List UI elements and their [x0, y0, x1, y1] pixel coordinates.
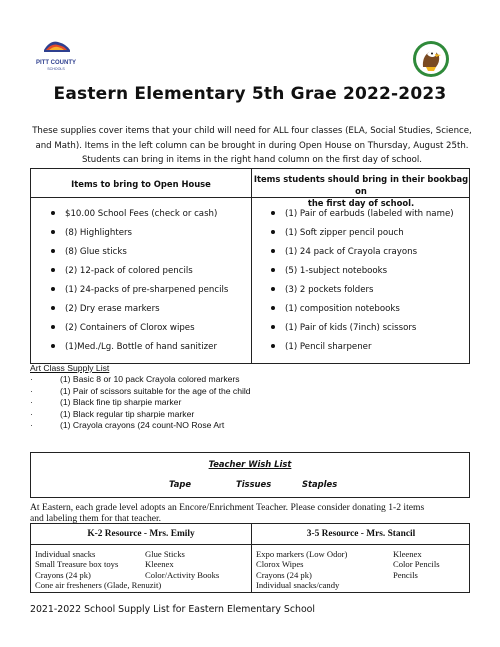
bullet-icon — [271, 230, 275, 234]
bullet-mark: · — [30, 374, 33, 384]
list-item: Color/Activity Books — [145, 569, 220, 580]
list-item: Pencils — [393, 569, 418, 580]
bullet-icon — [271, 249, 275, 253]
footer-text: 2021-2022 School Supply List for Eastern Elementary School — [30, 604, 316, 615]
open-house-list — [51, 205, 228, 357]
list-item: Crayons (24 pk) — [35, 569, 91, 580]
list-item: (1) Pair of kids (7inch) scissors — [271, 319, 454, 338]
wish-item-staples: Staples — [302, 479, 338, 489]
page-title: Eastern Elementary 5th Grae 2022-2023 — [53, 84, 447, 104]
bullet-icon — [51, 344, 55, 348]
bullet-icon — [271, 287, 275, 291]
bullet-icon — [51, 268, 55, 272]
bullet-icon — [51, 306, 55, 310]
first-day-header-line-1: Items students should bring in their bookbag on — [253, 174, 469, 196]
35-column-2 — [393, 549, 440, 580]
first-day-list — [271, 205, 454, 357]
table-header-divider — [31, 544, 469, 545]
encore-paragraph — [30, 502, 474, 524]
bullet-icon — [271, 211, 275, 215]
bullet-mark: · — [30, 420, 33, 431]
bullet-mark: · — [30, 408, 33, 419]
bullet-icon — [51, 249, 55, 253]
list-item: (1)Med./Lg. Bottle of hand sanitizer — [51, 338, 228, 357]
encore-line-2: and labeling them for that teacher. — [30, 513, 162, 524]
list-item: · (1) Pair of scissors suitable for the age of the child — [30, 385, 251, 396]
intro-line-1: These supplies cover items that your child will need for ALL four classes (ELA, Social Studies, Science, — [32, 126, 472, 136]
list-item: Cone air fresheners (Glade, Renuzit) — [35, 580, 162, 591]
list-item: Kleenex — [145, 559, 174, 570]
intro-paragraph — [30, 124, 474, 168]
resource-table — [30, 523, 470, 593]
supply-table — [30, 168, 470, 364]
list-item: · (1) Crayola crayons (24 count-NO Rose Art — [30, 420, 225, 431]
35-resource-header: 3-5 Resource - Mrs. Stancil — [306, 529, 416, 539]
logo-text-line1: PITT COUNTY — [36, 60, 76, 66]
bullet-mark: · — [30, 397, 33, 408]
35-column-1 — [256, 549, 347, 591]
pitt-county-schools-logo — [36, 36, 76, 71]
list-item: (5) 1-subject notebooks — [271, 262, 454, 281]
teacher-wish-list-box — [30, 452, 470, 498]
list-item: (1) composition notebooks — [271, 300, 454, 319]
bullet-icon — [271, 344, 275, 348]
list-item: Crayons (24 pk) — [256, 569, 312, 580]
list-item: $10.00 School Fees (check or cash) — [51, 205, 228, 224]
bullet-icon — [271, 268, 275, 272]
bullet-mark: · — [30, 385, 33, 396]
first-day-header — [252, 173, 470, 209]
list-item: (2) Dry erase markers — [51, 300, 228, 319]
intro-line-3: Students can bring in items in the right hand column on the first day of school. — [81, 155, 423, 165]
list-item: Small Treasure box toys — [35, 559, 119, 570]
art-supply-list — [30, 374, 251, 432]
k2-column-1 — [35, 549, 161, 591]
list-item: Color Pencils — [393, 559, 440, 570]
list-item: Clorox Wipes — [256, 559, 304, 570]
bullet-icon — [271, 306, 275, 310]
list-item: (8) Glue sticks — [51, 243, 228, 262]
list-item: (1) Soft zipper pencil pouch — [271, 224, 454, 243]
wish-item-tape: Tape — [169, 479, 192, 489]
list-item: · (1) Black fine tip sharpie marker — [30, 397, 182, 408]
list-item: (2) Containers of Clorox wipes — [51, 319, 228, 338]
bullet-icon — [271, 325, 275, 329]
wish-item-tissues: Tissues — [236, 479, 272, 489]
k2-column-2 — [145, 549, 219, 580]
list-item: (1) Pencil sharpener — [271, 338, 454, 357]
list-item: Individual snacks/candy — [256, 580, 340, 591]
eagle-icon — [412, 40, 450, 78]
list-item: Glue Sticks — [145, 549, 185, 559]
list-item: Individual snacks — [35, 549, 96, 559]
list-item: · (1) Basic 8 or 10 pack Crayola colored markers — [30, 374, 240, 384]
bullet-icon — [51, 211, 55, 215]
bullet-icon — [51, 287, 55, 291]
list-item: (8) Highlighters — [51, 224, 228, 243]
list-item: (1) 24-packs of pre-sharpened pencils — [51, 281, 228, 300]
eagle-mascot-logo — [412, 40, 450, 78]
logo-text-line2: SCHOOLS — [47, 67, 65, 71]
k2-resource-header: K-2 Resource - Mrs. Emily — [87, 529, 195, 539]
encore-line-1: At Eastern, each grade level adopts an Encore/Enrichment Teacher. Please consider donating 1-2 items — [30, 502, 425, 513]
bullet-icon — [51, 325, 55, 329]
list-item: Kleenex — [393, 549, 422, 559]
list-item: (1) Pair of earbuds (labeled with name) — [271, 205, 454, 224]
list-item: Expo markers (Low Odor) — [256, 549, 348, 559]
wish-list-title: Teacher Wish List — [208, 459, 292, 469]
intro-line-2: and Math). Items in the left column can be brought in during Open House on Thursday, August 25th. — [35, 140, 469, 151]
logo-mark-icon — [36, 36, 76, 56]
list-item: (1) 24 pack of Crayola crayons — [271, 243, 454, 262]
list-item: (3) 2 pockets folders — [271, 281, 454, 300]
list-item: · (1) Black regular tip sharpie marker — [30, 408, 195, 419]
bullet-icon — [51, 230, 55, 234]
art-supply-title: Art Class Supply List — [30, 363, 110, 373]
first-day-header-line-2: the first day of school. — [307, 198, 415, 208]
list-item: (2) 12-pack of colored pencils — [51, 262, 228, 281]
open-house-header: Items to bring to Open House — [71, 179, 211, 189]
